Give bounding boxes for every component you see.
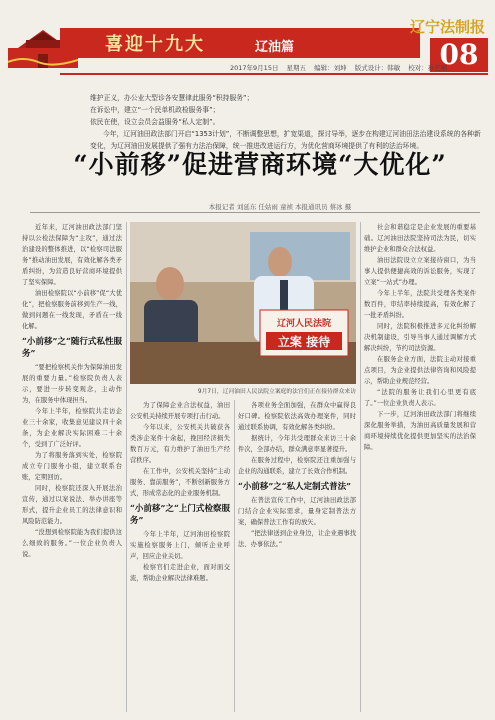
body-paragraph: 在普法宣传工作中，辽河油田政法部门结合企业实际需求，量身定制普法方案，确保普法工作有的放矢。 xyxy=(238,497,356,526)
article-column-4 xyxy=(364,222,476,712)
body-paragraph: 油田检察院以“小前移”促“大优化”，把检察服务前移到生产一线，做到问题在一线发现，矛盾在一线化解。 xyxy=(22,290,122,330)
body-paragraph: 今年上半年，辽河油田检察院实施检察服务上门，倾听企业呼声，回应企业关切。 xyxy=(130,531,230,560)
dateline xyxy=(230,63,453,72)
editor: 编辑：刘坤 xyxy=(314,64,347,72)
body-paragraph: 为了将服务落到实处，检察院成立专门服务小组，建立联系台账，定期回访。 xyxy=(22,452,122,481)
body-paragraph: “法院的服务让我们心里更有底了。”一位企业负责人表示。 xyxy=(364,389,476,407)
body-paragraph: 在服务过程中，检察院还注重加强与企业的沟通联系，建立了长效合作机制。 xyxy=(238,457,356,475)
body-paragraph: 据统计，今年共受理群众来访三十余件次，全部办结，群众满意率显著提升。 xyxy=(238,435,356,453)
body-paragraph: 近年来，辽河油田政法部门坚持以公检法保障为“主攻”，通过法治建设的整体推进，以“检察司法服务”推动油田发展，有效化解各类矛盾纠纷，为营造良好营商环境提供了坚实保障。 xyxy=(22,224,122,286)
intro-paragraph: 今年，辽河油田政法部门开启“1353计划”，不断调整思想，扩宽渠道，探讨导举，逐步在构建辽河油田法治建设系统的各种新变化，为辽河油田发展提供了强有力法治保障，统一推进改进运行方，为优化营商环境提供了有利的法治环境。 xyxy=(90,130,481,150)
weekday: 星期五 xyxy=(286,64,307,72)
body-paragraph: 今年上半年，法院共受理各类案件数百件，审结率持续提高，有效化解了一批矛盾纠纷。 xyxy=(364,290,476,319)
body-paragraph: 社会和谐稳定是企业发展的重要基础。辽河油田法院坚持司法为民，切实维护企业和群众合法权益。 xyxy=(364,224,476,253)
intro-line: 维护正义，办公业大型诊各安慧律此服务“积持服务”； xyxy=(90,94,254,102)
body-paragraph: 下一步，辽河油田政法部门将继续深化服务举措，为油田高质量发展和营商环境持续优化提供更加坚实的法治保障。 xyxy=(364,411,476,451)
body-paragraph: “没想到检察院能为我们提供这么细致的服务。”一位企业负责人说。 xyxy=(22,529,122,558)
headline-rule xyxy=(30,212,480,213)
column-divider xyxy=(126,222,127,712)
photo-illustration xyxy=(130,222,356,384)
body-paragraph: 在服务企业方面，法院主动对接重点项目，为企业提供法律咨询和风险提示，帮助企业规范经营。 xyxy=(364,356,476,385)
column-divider xyxy=(360,222,361,712)
newspaper-brand: 辽宁法制报 xyxy=(410,18,486,36)
body-paragraph: 各项业务全面加强，在群众中赢得良好口碑。检察院依法高效办理案件，同时通过联系协调，有效化解各类纠纷。 xyxy=(238,402,356,431)
body-paragraph: 油田法院设立立案接待窗口，为当事人提供便捷高效的诉讼服务，实现了立案“一站式”办理。 xyxy=(364,257,476,286)
date: 2017年9月15日 xyxy=(230,64,279,72)
court-sign-text: 辽河人民法院 xyxy=(276,319,332,329)
column-divider xyxy=(234,400,235,712)
byline: 本报记者 刘延东 任姑雨 童祯 本报通讯员 蔡冰 摄 xyxy=(208,203,352,211)
photo-caption: 9月7日，辽河油田人民法院立案庭的法官们正在接待群众来访 xyxy=(197,389,356,395)
body-paragraph: 今年上半年，检察院共走访企业三十余家，收集意见建议四十余条，为企业解决实际困难二十余个，受到了广泛好评。 xyxy=(22,408,122,448)
article-column-2 xyxy=(130,400,230,712)
body-paragraph: 检察官们走进企业，面对面交流，帮助企业解决法律难题。 xyxy=(130,564,230,582)
body-paragraph: “把法律送到企业身边，让企业遇事找法、办事依法。” xyxy=(238,530,356,548)
body-paragraph: 在工作中，公安机关坚持“主动服务、靠前服务”，不断创新服务方式，形成常态化的企业服务机制。 xyxy=(130,468,230,497)
masthead xyxy=(0,0,495,80)
body-paragraph: “要把检察机关作为保障油田发展的重要力量。”检察院负责人表示，要进一步转变观念，主动作为，在服务中体现担当。 xyxy=(22,364,122,404)
section-subheading: “小前移”之“随行式私性服务” xyxy=(22,337,122,359)
banner-subtitle: 辽油篇 xyxy=(255,40,295,55)
intro-line: 依民在使，设立会员会益服务“私人定制”。 xyxy=(90,118,220,126)
intro-line: 在诉讼中，建立“一个民单机政检服务事”； xyxy=(90,106,220,114)
section-subheading: “小前移”之“私人定制式普法” xyxy=(238,482,352,492)
body-paragraph: 同时，法院积极推进多元化纠纷解决机制建设，引导当事人通过调解方式解决纠纷，节约司法资源。 xyxy=(364,323,476,352)
desk-sign-text: 立案 接待 xyxy=(277,335,331,349)
body-paragraph: 为了保障企业合法权益，油田公安机关持续开展专项打击行动。 xyxy=(130,402,230,420)
designer: 版式设计：韩敏 xyxy=(354,64,401,72)
page-number: 08 xyxy=(430,38,488,72)
masthead-rule xyxy=(60,73,488,75)
body-paragraph: 今年以来，公安机关共破获各类涉企案件十余起，挽回经济损失数百万元，有力维护了油田生产经营秩序。 xyxy=(130,424,230,464)
headline: “小前移”促进营商环境“大优化” xyxy=(73,150,447,179)
article-photo xyxy=(130,222,356,384)
banner-title: 喜迎十九大 xyxy=(105,34,205,55)
article-column-1 xyxy=(22,222,122,712)
body-paragraph: 同时，检察院还深入开展法治宣传，通过以案说法、举办讲座等形式，提升企业员工的法律意识和风险防范能力。 xyxy=(22,485,122,525)
section-subheading: “小前移”之“上门式检察服务” xyxy=(130,504,230,526)
proofreader: 校对：孙艺晰 xyxy=(408,64,448,72)
article-column-3 xyxy=(238,400,356,712)
intro-summary xyxy=(90,92,485,152)
